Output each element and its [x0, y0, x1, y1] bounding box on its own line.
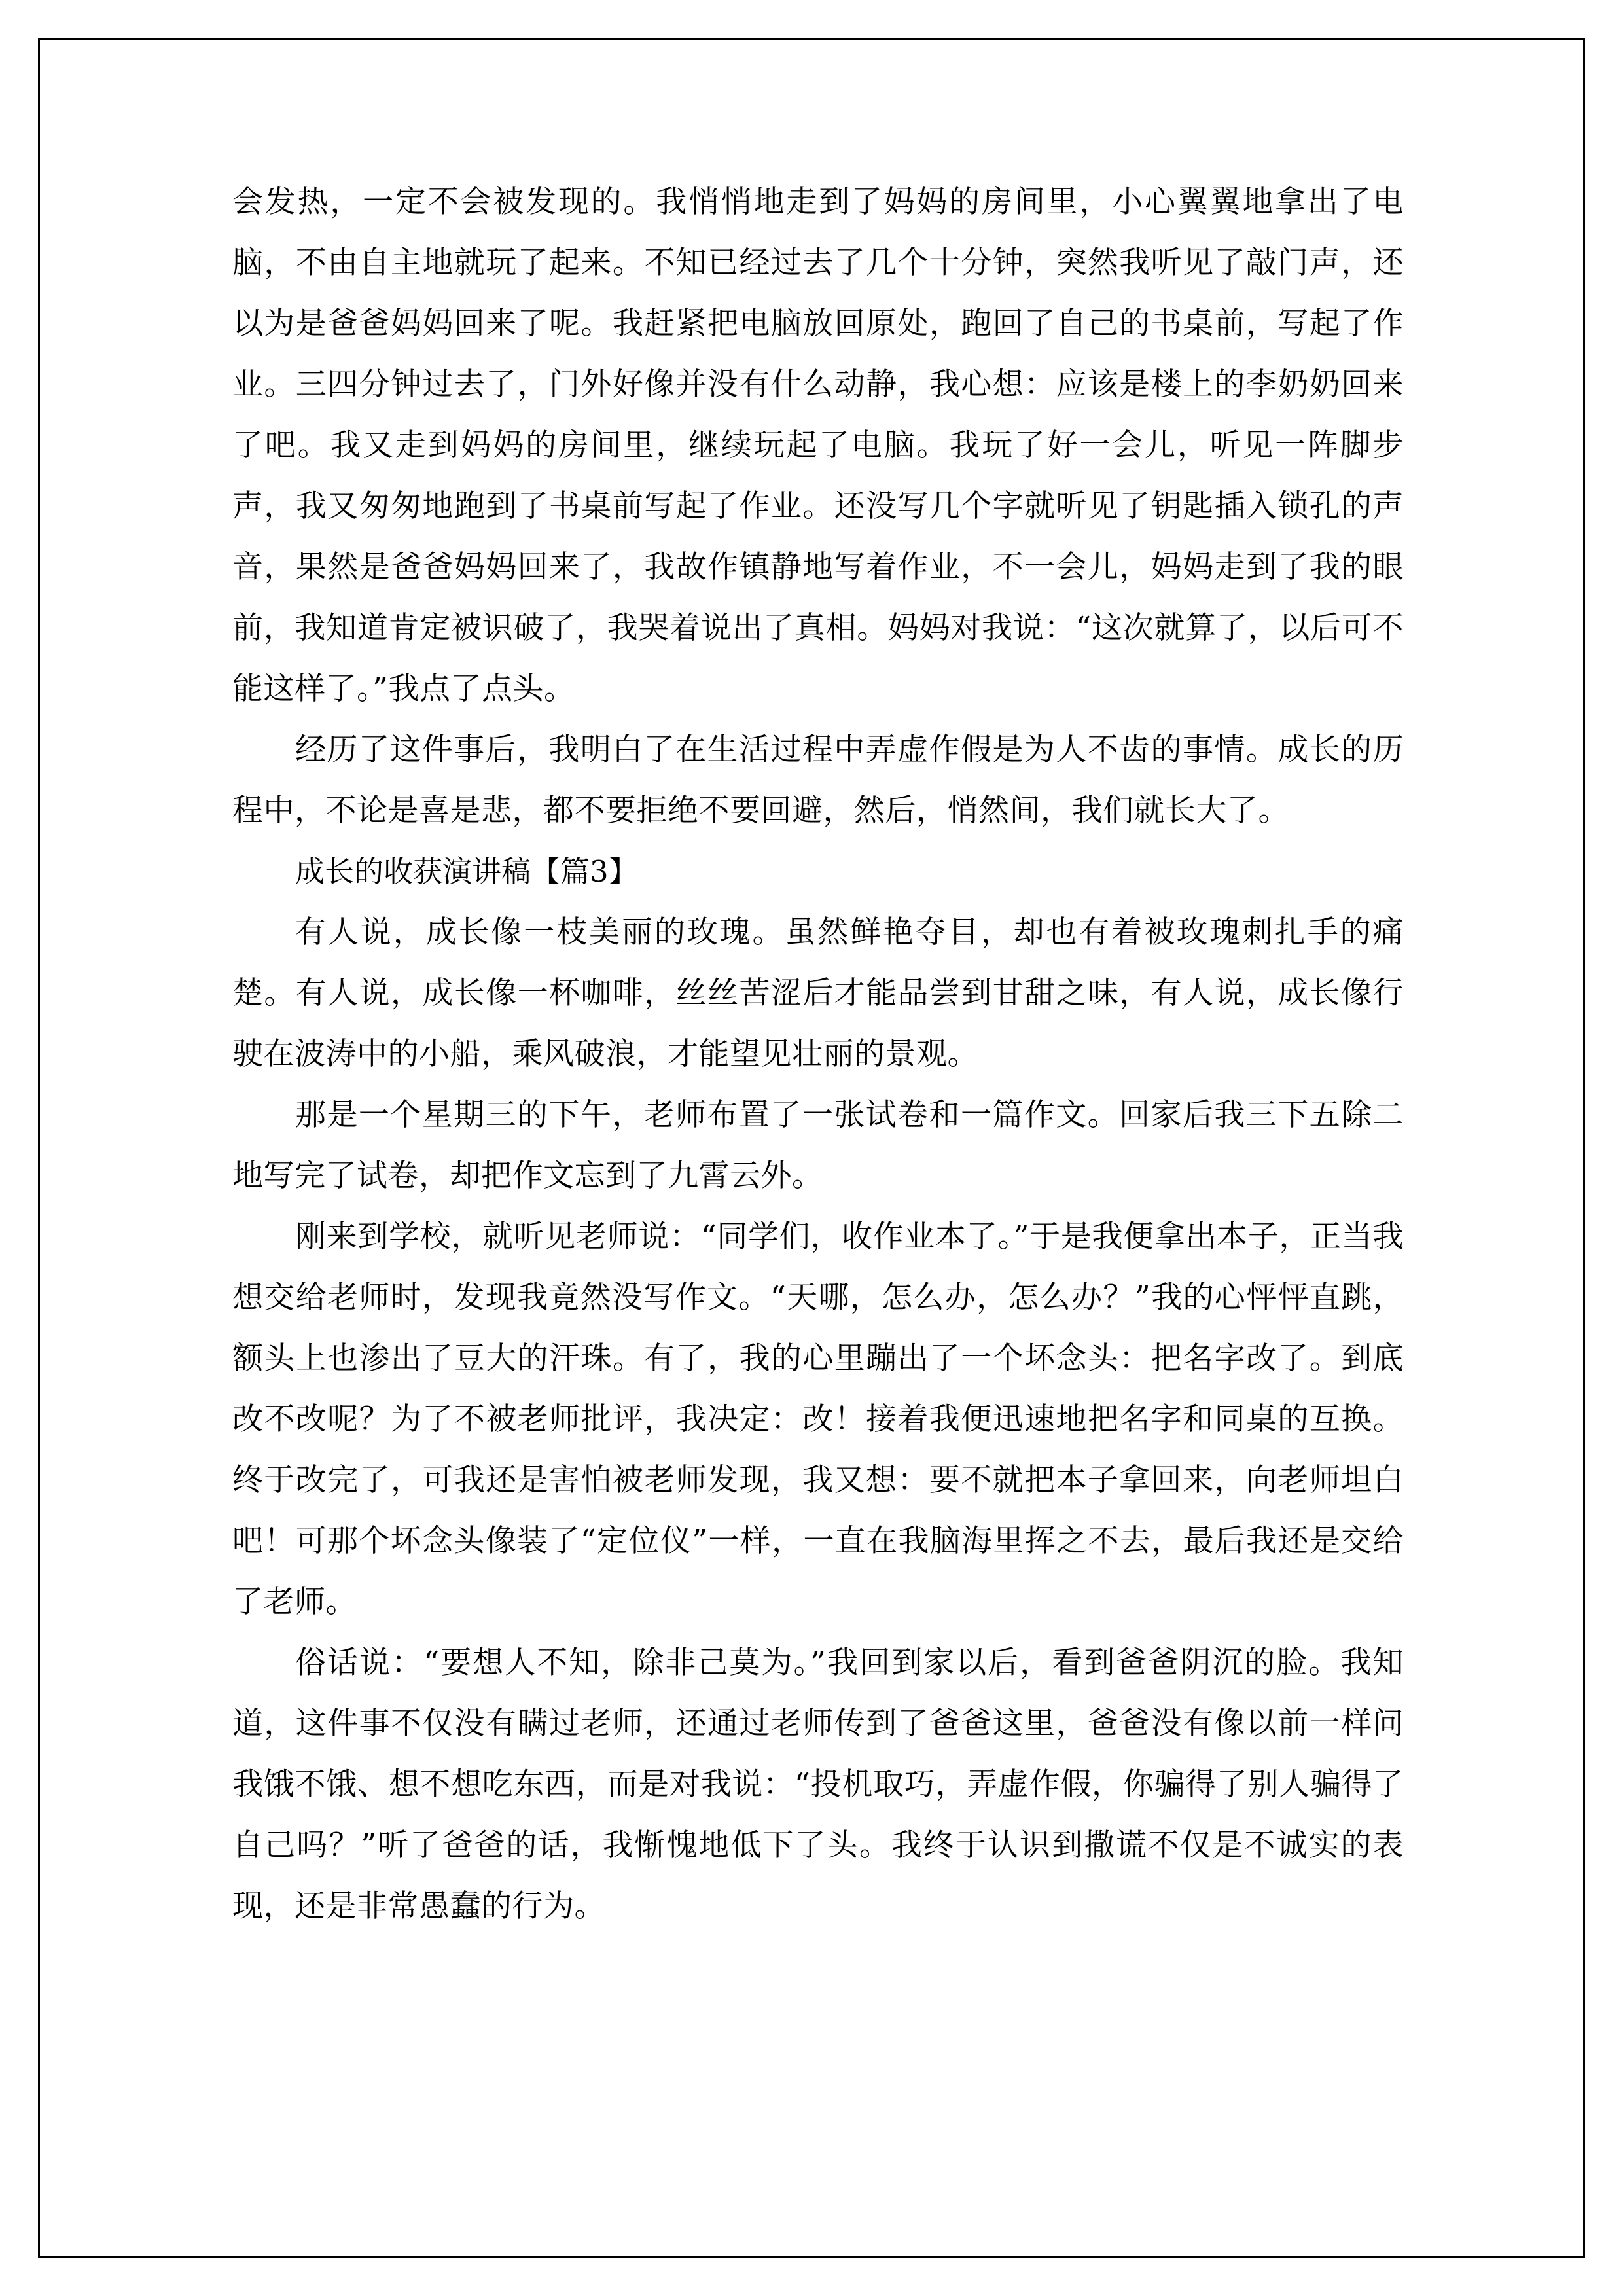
- paragraph: 俗话说：“要想人不知，除非己莫为。”我回到家以后，看到爸爸阴沉的脸。我知道，这件事不仅没有瞒过老师，还通过老师传到了爸爸这里，爸爸没有像以前一样问我饿不饿、想不想吃东西，而是对我说：“投机取巧，弄虚作假，你骗得了别人骗得了自己吗？”听了爸爸的话，我惭愧地低下了头。我终于认识到撒谎不仅是不诚实的表现，还是非常愚蠢的行为。: [232, 1645, 1404, 1924]
- paragraph: 有人说，成长像一枝美丽的玫瑰。虽然鲜艳夺目，却也有着被玫瑰刺扎手的痛楚。有人说，成长像一杯咖啡，丝丝苦涩后才能品尝到甘甜之味，有人说，成长像行驶在波涛中的小船，乘风破浪，才能望见壮丽的景观。: [232, 914, 1404, 1072]
- paragraph: 经历了这件事后，我明白了在生活过程中弄虚作假是为人不齿的事情。成长的历程中，不论是喜是悲，都不要拒绝不要回避，然后，悄然间，我们就长大了。: [232, 732, 1404, 829]
- section-heading: 成长的收获演讲稿【篇3】: [295, 854, 638, 889]
- document-body: [232, 171, 1404, 1937]
- paragraph: 刚来到学校，就听见老师说：“同学们，收作业本了。”于是我便拿出本子，正当我想交给老师时，发现我竟然没写作文。“天哪，怎么办，怎么办？”我的心怦怦直跳，额头上也渗出了豆大的汗珠。有了，我的心里蹦出了一个坏念头：把名字改了。到底改不改呢？为了不被老师批评，我决定：改！接着我便迅速地把名字和同桌的互换。终于改完了，可我还是害怕被老师发现，我又想：要不就把本子拿回来，向老师坦白吧！可那个坏念头像装了“定位仪”一样，一直在我脑海里挥之不去，最后我还是交给了老师。: [232, 1219, 1404, 1620]
- paragraph: 会发热，一定不会被发现的。我悄悄地走到了妈妈的房间里，小心翼翼地拿出了电脑，不由自主地就玩了起来。不知已经过去了几个十分钟，突然我听见了敲门声，还以为是爸爸妈妈回来了呢。我赶紧把电脑放回原处，跑回了自己的书桌前，写起了作业。三四分钟过去了，门外好像并没有什么动静，我心想：应该是楼上的李奶奶回来了吧。我又走到妈妈的房间里，继续玩起了电脑。我玩了好一会儿，听见一阵脚步声，我又匆匆地跑到了书桌前写起了作业。还没写几个字就听见了钥匙插入锁孔的声音，果然是爸爸妈妈回来了，我故作镇静地写着作业，不一会儿，妈妈走到了我的眼前，我知道肯定被识破了，我哭着说出了真相。妈妈对我说：“这次就算了，以后可不能这样了。”我点了点头。: [232, 184, 1404, 707]
- paragraph: 那是一个星期三的下午，老师布置了一张试卷和一篇作文。回家后我三下五除二地写完了试卷，却把作文忘到了九霄云外。: [232, 1097, 1404, 1194]
